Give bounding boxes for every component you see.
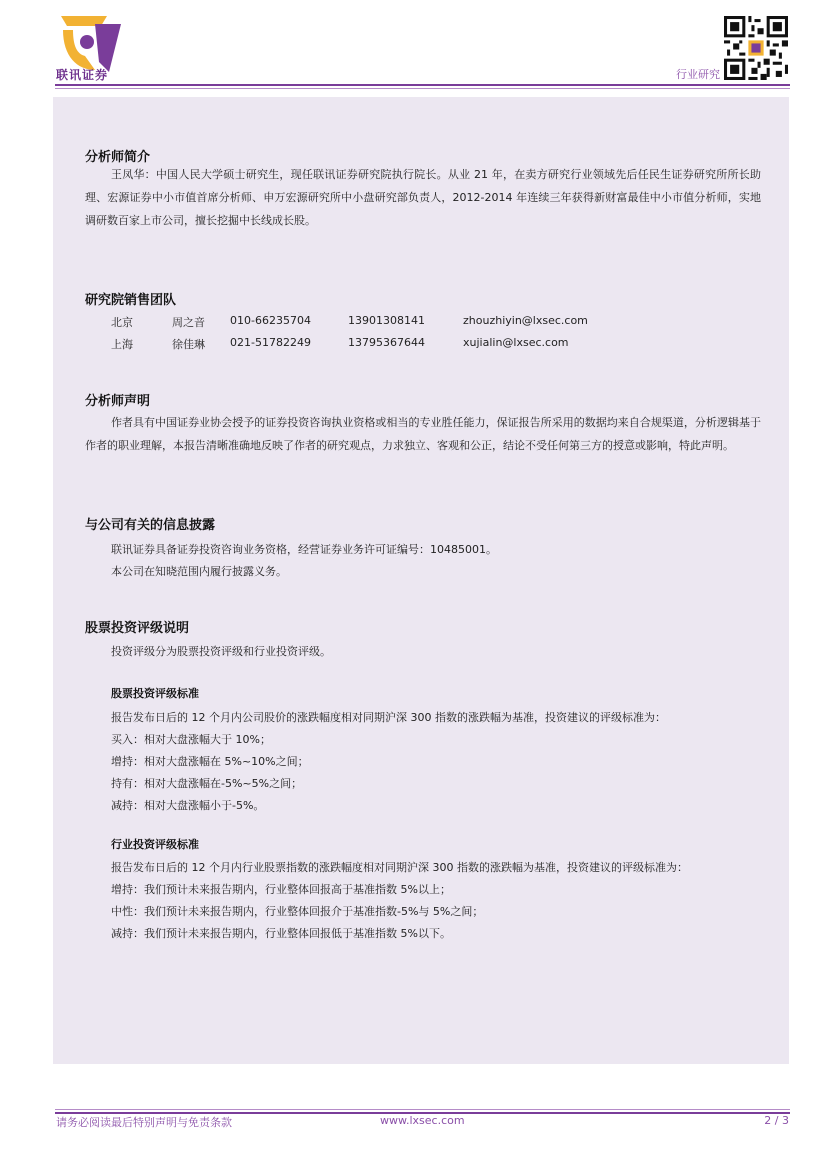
sales-team-title: 研究院销售团队 [85, 293, 177, 308]
sales-phone: 021-51782249 [230, 336, 311, 349]
analyst-statement-title: 分析师声明 [85, 394, 151, 409]
stock-rating-line: 减持：相对大盘涨幅小于-5%。 [111, 799, 265, 812]
sales-name: 徐佳琳 [172, 338, 205, 351]
rating-intro: 投资评级分为股票投资评级和行业投资评级。 [111, 645, 331, 658]
stock-rating-line: 增持：相对大盘涨幅在 5%~10%之间； [111, 755, 309, 768]
sales-city: 上海 [111, 338, 133, 351]
industry-rating-line: 中性：我们预计未来报告期内，行业整体回报介于基准指数-5%与 5%之间； [111, 905, 484, 918]
analyst-intro-body: 王凤华：中国人民大学硕士研究生，现任联讯证券研究院执行院长。从业 21 年，在卖方研究行业领域先后任民生证券研究所所长助理、宏源证券中小市值首席分析师、申万宏源研究所中小盘研究部负责人，2012-2014 年连续三年获得新财富最佳中小市值分析师，实地调研数百家上市公司，擅长挖掘中长线成长股。 [85, 168, 761, 227]
footer-disclaimer: 请务必阅读最后特别声明与免责条款 [56, 1116, 232, 1129]
disclosure-line: 联讯证券具备证券投资咨询业务资格，经营证券业务许可证编号：10485001。 [111, 543, 497, 556]
company-name: 联讯证券 [56, 68, 109, 82]
rating-title: 股票投资评级说明 [85, 621, 190, 636]
page-header [0, 0, 827, 92]
report-category: 行业研究 [676, 68, 720, 81]
sales-phone: 010-66235704 [230, 314, 311, 327]
industry-rating-title: 行业投资评级标准 [111, 838, 199, 851]
sales-name: 周之音 [172, 316, 205, 329]
sales-mobile: 13901308141 [348, 314, 425, 327]
analyst-intro-title: 分析师简介 [85, 150, 151, 165]
footer-divider-thin [55, 1109, 790, 1110]
header-divider-thin [55, 88, 790, 89]
qr-code-icon [724, 16, 788, 80]
sales-email[interactable]: zhouzhiyin@lxsec.com [463, 314, 588, 327]
disclosure-title: 与公司有关的信息披露 [85, 518, 216, 533]
header-divider [55, 84, 790, 86]
analyst-statement-body: 作者具有中国证券业协会授予的证券投资咨询执业资格或相当的专业胜任能力，保证报告所采用的数据均来自合规渠道，分析逻辑基于作者的职业理解，本报告清晰准确地反映了作者的研究观点，力求独立、客观和公正，结论不受任何第三方的授意或影响，特此声明。 [85, 416, 761, 452]
sales-city: 北京 [111, 316, 133, 329]
industry-rating-line: 减持：我们预计未来报告期内，行业整体回报低于基准指数 5%以下。 [111, 927, 451, 940]
stock-rating-line: 买入：相对大盘涨幅大于 10%； [111, 733, 271, 746]
page-number: 2 / 3 [764, 1114, 789, 1127]
footer-website-link[interactable]: www.lxsec.com [380, 1114, 465, 1127]
industry-rating-line: 报告发布日后的 12 个月内行业股票指数的涨跌幅度相对同期沪深 300 指数的涨跌幅为基准，投资建议的评级标准为： [111, 861, 688, 874]
industry-rating-line: 增持：我们预计未来报告期内，行业整体回报高于基准指数 5%以上； [111, 883, 451, 896]
stock-rating-line: 持有：相对大盘涨幅在-5%~5%之间； [111, 777, 303, 790]
disclosure-line: 本公司在知晓范围内履行披露义务。 [111, 565, 287, 578]
stock-rating-title: 股票投资评级标准 [111, 687, 199, 700]
sales-mobile: 13795367644 [348, 336, 425, 349]
stock-rating-line: 报告发布日后的 12 个月内公司股价的涨跌幅度相对同期沪深 300 指数的涨跌幅为基准，投资建议的评级标准为： [111, 711, 666, 724]
sales-email[interactable]: xujialin@lxsec.com [463, 336, 569, 349]
